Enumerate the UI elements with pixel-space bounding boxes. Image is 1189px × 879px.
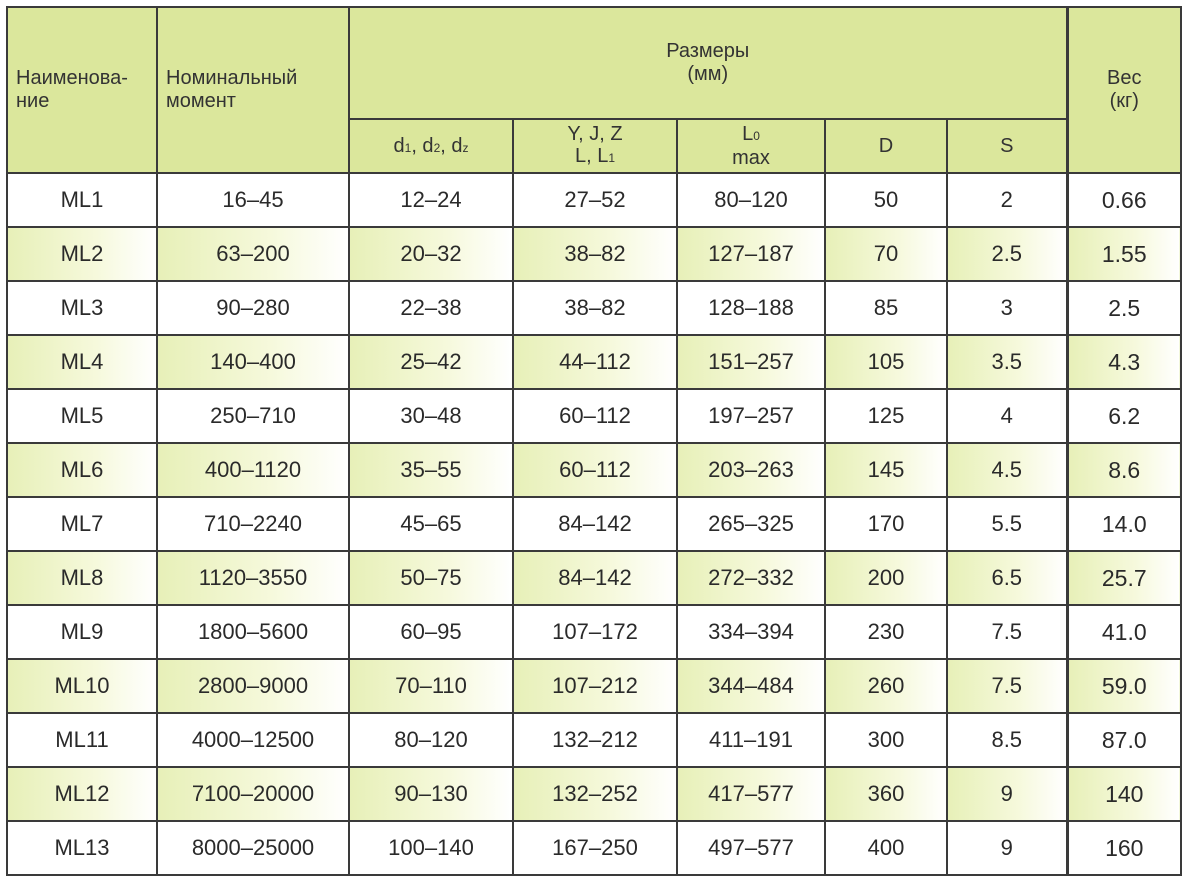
cell-weight: 140	[1067, 767, 1181, 821]
cell-l0: 417–577	[677, 767, 825, 821]
table-row	[7, 551, 1181, 605]
table-row	[7, 281, 1181, 335]
cell-name: ML2	[7, 227, 157, 281]
cell-l0: 497–577	[677, 821, 825, 875]
cell-yjz: 107–172	[513, 605, 677, 659]
cell-torque: 2800–9000	[157, 659, 349, 713]
cell-yjz: 38–82	[513, 227, 677, 281]
cell-D: 50	[825, 173, 947, 227]
cell-S: 3.5	[947, 335, 1067, 389]
cell-d: 80–120	[349, 713, 513, 767]
table-row	[7, 443, 1181, 497]
cell-weight: 2.5	[1067, 281, 1181, 335]
cell-d: 35–55	[349, 443, 513, 497]
cell-weight: 6.2	[1067, 389, 1181, 443]
cell-D: 125	[825, 389, 947, 443]
cell-l0: 197–257	[677, 389, 825, 443]
header-yjz: Y, J, Z L, L1	[513, 119, 677, 173]
cell-S: 7.5	[947, 659, 1067, 713]
cell-d: 45–65	[349, 497, 513, 551]
cell-yjz: 84–142	[513, 497, 677, 551]
cell-l0: 151–257	[677, 335, 825, 389]
cell-S: 6.5	[947, 551, 1067, 605]
cell-weight: 59.0	[1067, 659, 1181, 713]
cell-yjz: 167–250	[513, 821, 677, 875]
cell-torque: 63–200	[157, 227, 349, 281]
cell-name: ML3	[7, 281, 157, 335]
cell-S: 2.5	[947, 227, 1067, 281]
cell-yjz: 60–112	[513, 389, 677, 443]
header-D: D	[825, 119, 947, 173]
cell-yjz: 38–82	[513, 281, 677, 335]
cell-S: 9	[947, 821, 1067, 875]
spec-table-body	[7, 173, 1181, 875]
cell-S: 2	[947, 173, 1067, 227]
cell-D: 200	[825, 551, 947, 605]
table-row	[7, 227, 1181, 281]
cell-weight: 14.0	[1067, 497, 1181, 551]
cell-d: 30–48	[349, 389, 513, 443]
cell-torque: 4000–12500	[157, 713, 349, 767]
table-row	[7, 821, 1181, 875]
cell-D: 85	[825, 281, 947, 335]
cell-weight: 8.6	[1067, 443, 1181, 497]
cell-name: ML1	[7, 173, 157, 227]
cell-yjz: 27–52	[513, 173, 677, 227]
cell-l0: 80–120	[677, 173, 825, 227]
cell-name: ML10	[7, 659, 157, 713]
cell-yjz: 44–112	[513, 335, 677, 389]
cell-l0: 344–484	[677, 659, 825, 713]
cell-d: 25–42	[349, 335, 513, 389]
cell-S: 9	[947, 767, 1067, 821]
table-row	[7, 173, 1181, 227]
cell-l0: 272–332	[677, 551, 825, 605]
cell-torque: 400–1120	[157, 443, 349, 497]
cell-d: 60–95	[349, 605, 513, 659]
header-torque: Номинальный момент	[157, 7, 349, 173]
cell-torque: 16–45	[157, 173, 349, 227]
cell-name: ML11	[7, 713, 157, 767]
header-l0: L0 max	[677, 119, 825, 173]
cell-torque: 90–280	[157, 281, 349, 335]
cell-torque: 7100–20000	[157, 767, 349, 821]
cell-d: 50–75	[349, 551, 513, 605]
cell-name: ML8	[7, 551, 157, 605]
cell-S: 8.5	[947, 713, 1067, 767]
cell-name: ML6	[7, 443, 157, 497]
cell-yjz: 60–112	[513, 443, 677, 497]
cell-name: ML4	[7, 335, 157, 389]
cell-S: 4.5	[947, 443, 1067, 497]
cell-l0: 127–187	[677, 227, 825, 281]
cell-d: 20–32	[349, 227, 513, 281]
header-weight: Вес (кг)	[1067, 7, 1181, 173]
cell-name: ML7	[7, 497, 157, 551]
cell-weight: 1.55	[1067, 227, 1181, 281]
cell-d: 12–24	[349, 173, 513, 227]
cell-torque: 1800–5600	[157, 605, 349, 659]
table-row	[7, 605, 1181, 659]
cell-d: 70–110	[349, 659, 513, 713]
cell-yjz: 107–212	[513, 659, 677, 713]
cell-torque: 140–400	[157, 335, 349, 389]
table-row	[7, 659, 1181, 713]
cell-D: 170	[825, 497, 947, 551]
cell-torque: 8000–25000	[157, 821, 349, 875]
cell-yjz: 132–212	[513, 713, 677, 767]
cell-S: 5.5	[947, 497, 1067, 551]
header-S: S	[947, 119, 1067, 173]
cell-weight: 87.0	[1067, 713, 1181, 767]
cell-l0: 411–191	[677, 713, 825, 767]
cell-D: 300	[825, 713, 947, 767]
cell-S: 4	[947, 389, 1067, 443]
cell-S: 7.5	[947, 605, 1067, 659]
cell-torque: 250–710	[157, 389, 349, 443]
cell-d: 90–130	[349, 767, 513, 821]
cell-D: 145	[825, 443, 947, 497]
table-row	[7, 389, 1181, 443]
cell-yjz: 84–142	[513, 551, 677, 605]
cell-D: 400	[825, 821, 947, 875]
cell-weight: 25.7	[1067, 551, 1181, 605]
spec-table-container	[6, 6, 1182, 876]
cell-d: 100–140	[349, 821, 513, 875]
cell-torque: 1120–3550	[157, 551, 349, 605]
header-dimensions: Размеры (мм)	[349, 7, 1067, 119]
cell-l0: 334–394	[677, 605, 825, 659]
cell-D: 230	[825, 605, 947, 659]
cell-D: 360	[825, 767, 947, 821]
cell-D: 105	[825, 335, 947, 389]
cell-name: ML12	[7, 767, 157, 821]
table-row	[7, 713, 1181, 767]
cell-l0: 203–263	[677, 443, 825, 497]
table-row	[7, 767, 1181, 821]
cell-S: 3	[947, 281, 1067, 335]
cell-l0: 128–188	[677, 281, 825, 335]
header-d: d1, d2, dz	[349, 119, 513, 173]
table-row	[7, 497, 1181, 551]
cell-l0: 265–325	[677, 497, 825, 551]
coupling-spec-table	[6, 6, 1182, 876]
cell-d: 22–38	[349, 281, 513, 335]
cell-name: ML13	[7, 821, 157, 875]
cell-weight: 41.0	[1067, 605, 1181, 659]
header-name: Наименова- ние	[7, 7, 157, 173]
cell-weight: 160	[1067, 821, 1181, 875]
cell-D: 70	[825, 227, 947, 281]
cell-D: 260	[825, 659, 947, 713]
cell-name: ML9	[7, 605, 157, 659]
cell-weight: 4.3	[1067, 335, 1181, 389]
cell-torque: 710–2240	[157, 497, 349, 551]
cell-yjz: 132–252	[513, 767, 677, 821]
cell-weight: 0.66	[1067, 173, 1181, 227]
table-row	[7, 335, 1181, 389]
cell-name: ML5	[7, 389, 157, 443]
